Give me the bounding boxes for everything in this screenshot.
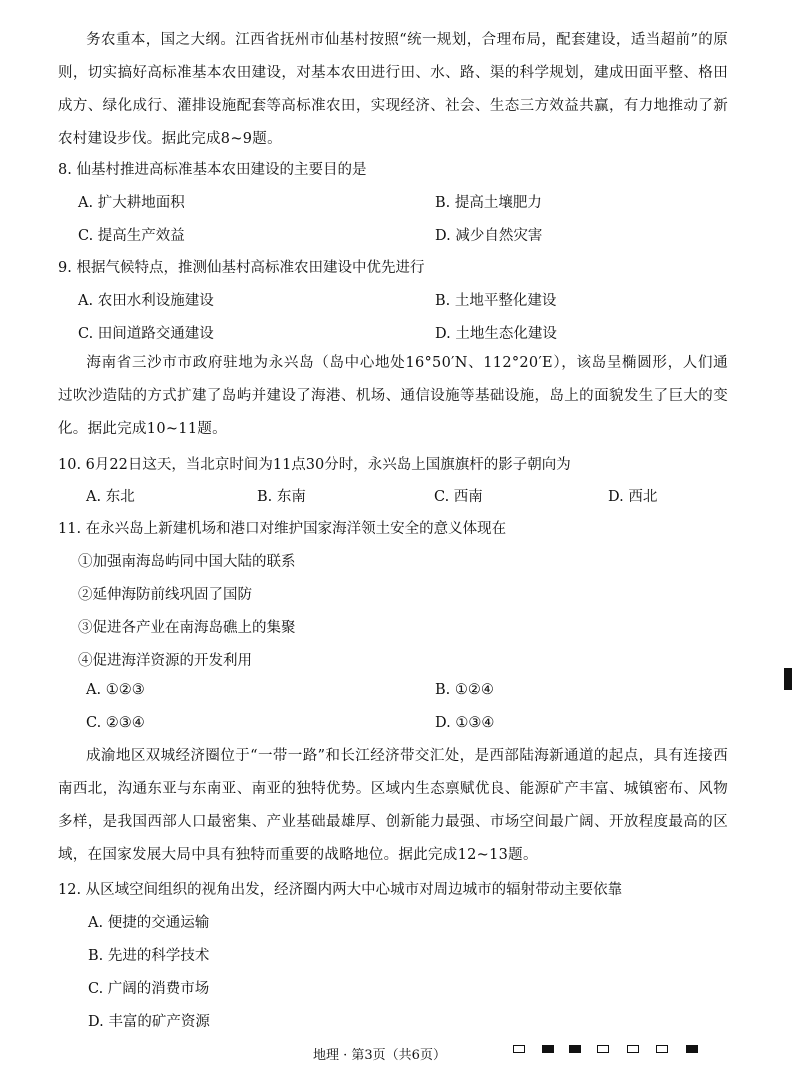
scan-mark-filled [542,1045,554,1053]
q11-option-d: D. ①③④ [435,715,495,731]
passage-12-13: 成渝地区双城经济圈位于“一带一路”和长江经济带交汇处，是西部陆海新通道的起点，具有连接西南西北，沟通东亚与东南亚、南亚的独特优势。区域内生态禀赋优良、能源矿产丰富、城镇密布、风物多样，是我国西部人口最密集、产业基础最雄厚、创新能力最强、市场空间最广阔、开放程度最高的区域，在国家发展大局中具有独特而重要的战略地位。据此完成12~13题。 [58,748,728,863]
q10-option-b: B. 东南 [257,489,306,505]
question-8-stem: 8. 仙基村推进高标准基本农田建设的主要目的是 [58,162,367,178]
q8-option-b: B. 提高土壤肥力 [435,195,542,211]
q9-option-a: A. 农田水利设施建设 [78,293,214,309]
q8-option-d: D. 减少自然灾害 [435,228,543,244]
question-9-stem: 9. 根据气候特点，推测仙基村高标准农田建设中优先进行 [58,260,425,276]
q12-option-b: B. 先进的科学技术 [88,948,210,964]
q11-option-c: C. ②③④ [86,715,145,731]
question-11-stem: 11. 在永兴岛上新建机场和港口对维护国家海洋领土安全的意义体现在 [58,521,507,537]
q12-option-d: D. 丰富的矿产资源 [88,1014,210,1030]
scan-mark-empty [513,1045,525,1053]
q11-item-1: ①加强南海岛屿同中国大陆的联系 [78,554,296,570]
q9-option-c: C. 田间道路交通建设 [78,326,214,342]
q11-option-b: B. ①②④ [435,682,494,698]
scan-mark-filled [686,1045,698,1053]
q10-option-a: A. 东北 [86,489,135,505]
page-footer: 地理 · 第3页（共6页） [313,1048,446,1063]
q10-option-d: D. 西北 [608,489,658,505]
q11-item-3: ③促进各产业在南海岛礁上的集聚 [78,620,296,636]
q8-option-a: A. 扩大耕地面积 [78,195,185,211]
q11-option-a: A. ①②③ [86,682,145,698]
q8-option-c: C. 提高生产效益 [78,228,185,244]
q12-option-c: C. 广阔的消费市场 [88,981,210,997]
scan-mark-empty [656,1045,668,1053]
q9-option-b: B. 土地平整化建设 [435,293,557,309]
q11-item-4: ④促进海洋资源的开发利用 [78,653,252,669]
question-10-stem: 10. 6月22日这天，当北京时间为11点30分时，永兴岛上国旗旗杆的影子朝向为 [58,457,571,473]
q10-option-c: C. 西南 [434,489,483,505]
scan-mark-empty [627,1045,639,1053]
q9-option-d: D. 土地生态化建设 [435,326,557,342]
scan-mark-filled [569,1045,581,1053]
scan-mark-empty [597,1045,609,1053]
q11-item-2: ②延伸海防前线巩固了国防 [78,587,252,603]
question-12-stem: 12. 从区域空间组织的视角出发，经济圈内两大中心城市对周边城市的辐射带动主要依靠 [58,882,623,898]
passage-8-9: 务农重本，国之大纲。江西省抚州市仙基村按照“统一规划，合理布局，配套建设，适当超前”的原则，切实搞好高标准基本农田建设，对基本农田进行田、水、路、渠的科学规划，建成田面平整、格田成方、绿化成行、灌排设施配套等高标准农田，实现经济、社会、生态三方效益共赢，有力地推动了新农村建设步伐。据此完成8~9题。 [58,32,728,147]
q12-option-a: A. 便捷的交通运输 [88,915,210,931]
side-registration-mark [784,668,792,690]
passage-10-11: 海南省三沙市市政府驻地为永兴岛（岛中心地处16°50′N、112°20′E），该岛呈椭圆形，人们通过吹沙造陆的方式扩建了岛屿并建设了海港、机场、通信设施等基础设施，岛上的面貌发生了巨大的变化。据此完成10~11题。 [58,355,728,437]
